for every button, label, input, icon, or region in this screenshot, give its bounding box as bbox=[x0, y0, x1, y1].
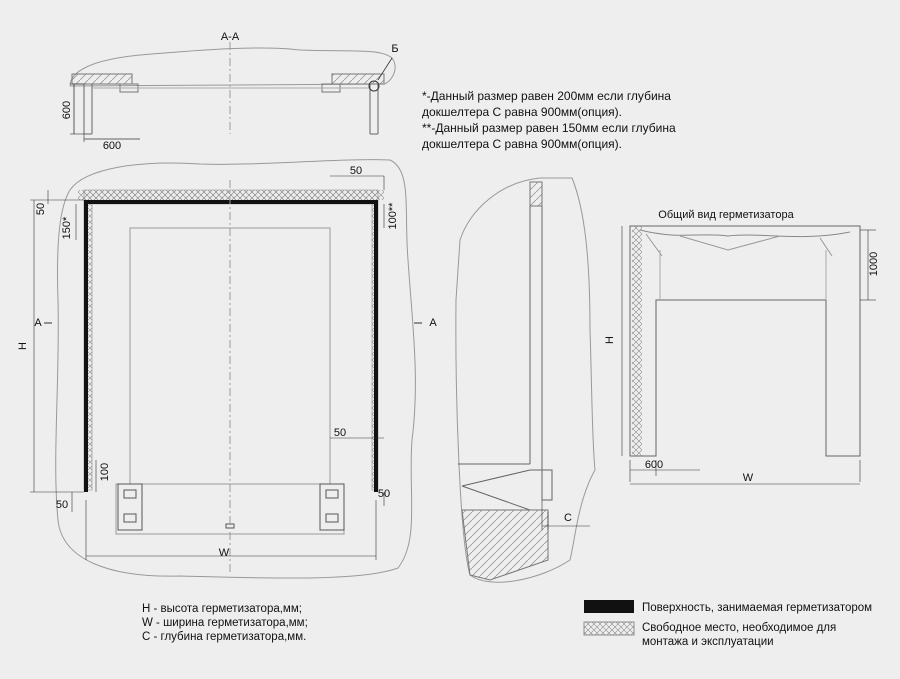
dim-section-height: 600 bbox=[61, 100, 73, 120]
note-line: *-Данный размер равен 200мм если глубина bbox=[422, 89, 671, 103]
section-view bbox=[70, 42, 395, 142]
legend-hatch-label-block bbox=[642, 621, 836, 649]
dim-bottom-left: 50 bbox=[55, 499, 69, 511]
general-view bbox=[622, 226, 876, 484]
general-view-title: Общий вид герметизатора bbox=[658, 209, 794, 221]
dim-inner-right: 50 bbox=[333, 427, 347, 439]
section-mark-right: А bbox=[429, 317, 437, 329]
dim-left-star: 150* bbox=[61, 216, 73, 240]
side-view bbox=[456, 178, 595, 582]
section-mark-left: А bbox=[34, 317, 42, 329]
dim-section-width: 600 bbox=[102, 140, 122, 152]
dim-top-right: 50 bbox=[349, 165, 363, 177]
front-view bbox=[30, 160, 422, 578]
note-line: **-Данный размер равен 150мм если глубина bbox=[422, 121, 676, 135]
legend-text-block bbox=[142, 602, 308, 644]
dim-general-W: W bbox=[742, 472, 754, 484]
dim-side-C: C bbox=[564, 512, 572, 524]
note-line: докшелтера С равна 900мм(опция). bbox=[422, 105, 622, 119]
dim-bottom-right: 50 bbox=[377, 488, 391, 500]
dim-front-W: W bbox=[218, 547, 230, 559]
legend-hatch-line: Свободное место, необходимое для bbox=[642, 622, 837, 634]
legend-hatch-line: монтажа и эксплуатации bbox=[642, 636, 774, 648]
legend-W: W - ширина герметизатора,мм; bbox=[142, 617, 308, 629]
dim-bottom-left-vertical: 100 bbox=[99, 462, 111, 482]
legend-H: H - высота герметизатора,мм; bbox=[142, 603, 302, 615]
dim-general-H: H bbox=[604, 336, 616, 344]
detail-label: Б bbox=[391, 43, 399, 55]
legend-C: C - глубина герметизатора,мм. bbox=[142, 631, 307, 643]
notes-block bbox=[422, 88, 676, 152]
dim-general-600: 600 bbox=[644, 459, 664, 471]
note-line: докшелтера С равна 900мм(опция). bbox=[422, 137, 622, 151]
dim-left-top: 50 bbox=[35, 202, 47, 216]
dim-front-H: H bbox=[17, 342, 29, 350]
legend-black-label: Поверхность, занимаемая герметизатором bbox=[642, 602, 873, 614]
section-title: А-А bbox=[220, 31, 240, 43]
dim-right-star: 100** bbox=[387, 202, 399, 230]
legend-black-swatch bbox=[584, 600, 634, 613]
legend-hatch-swatch bbox=[584, 622, 634, 635]
dim-general-1000: 1000 bbox=[868, 251, 880, 277]
